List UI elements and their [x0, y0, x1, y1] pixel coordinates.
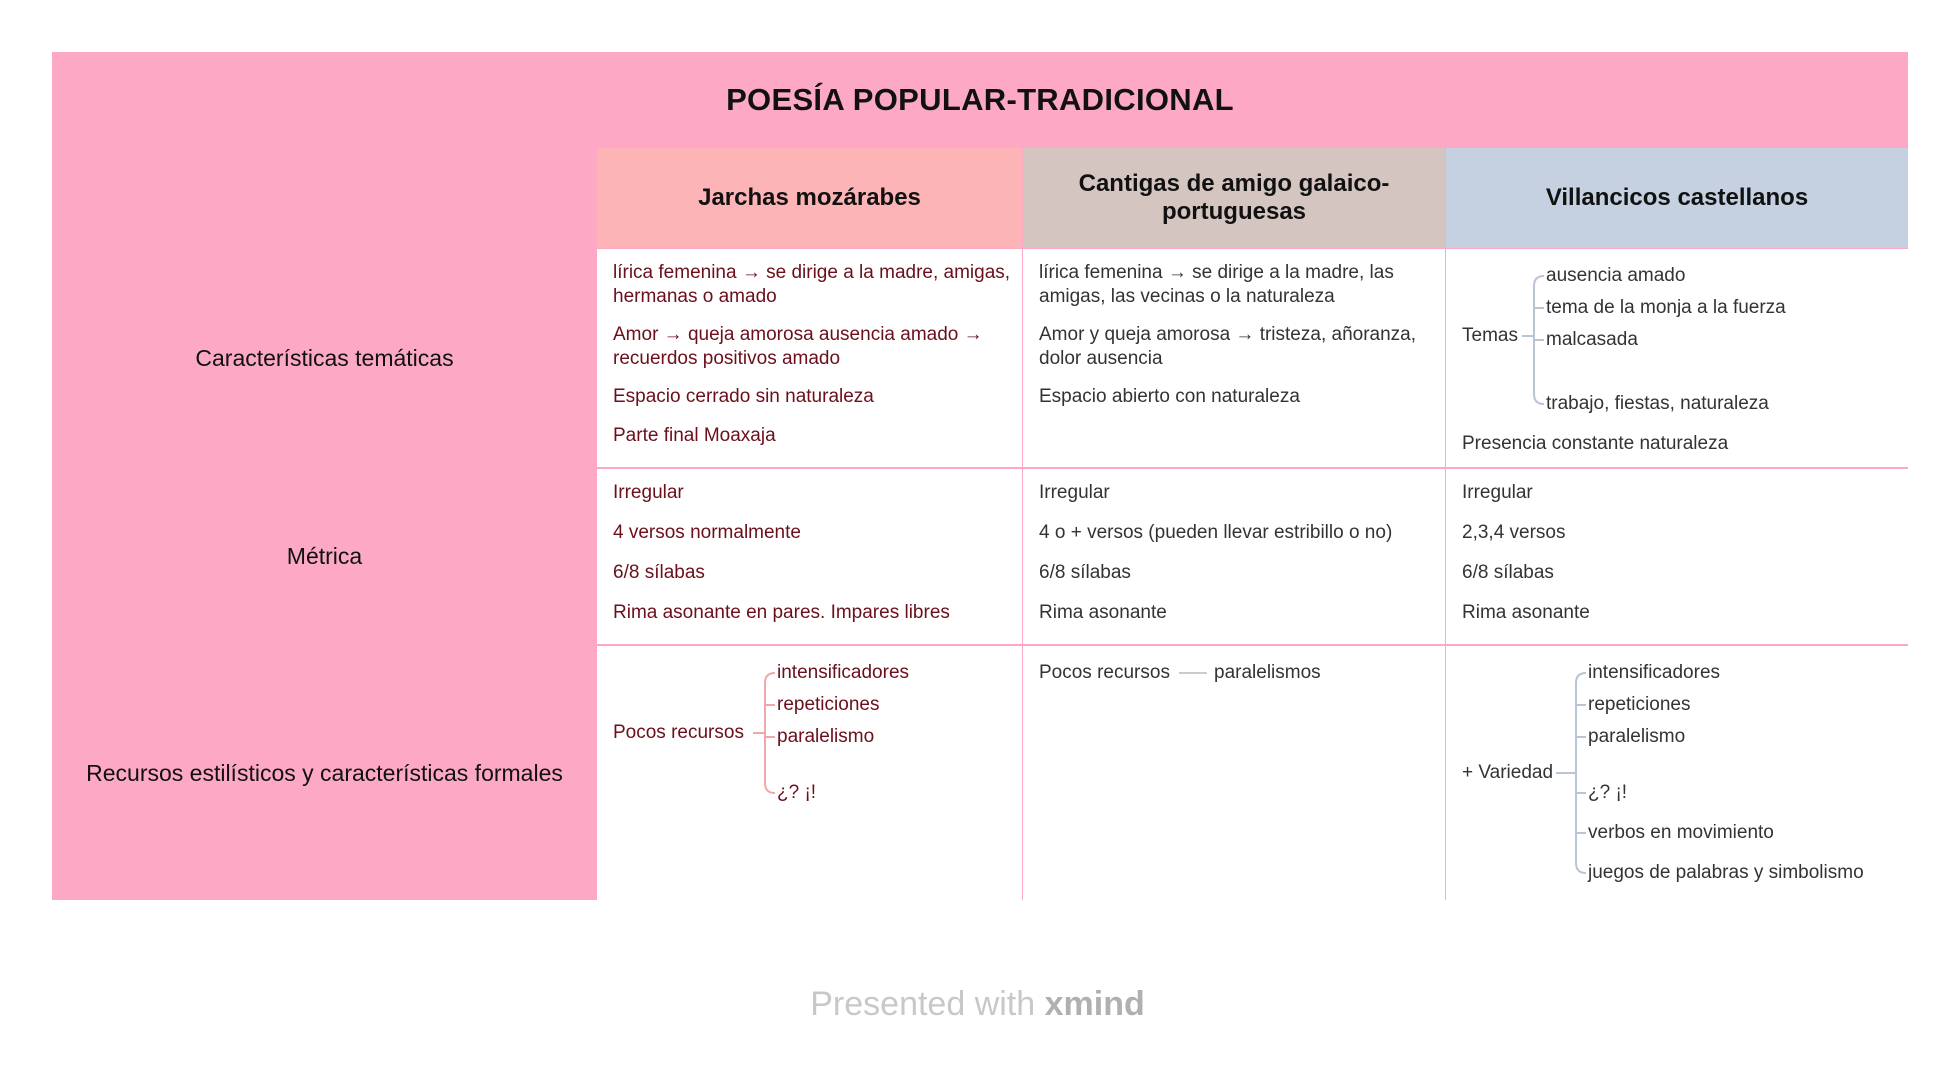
- list-item: Espacio abierto con naturaleza: [1039, 386, 1300, 407]
- recursos-branch: intensificadores: [777, 662, 910, 683]
- list-item: 4 o + versos (pueden llevar estribillo o no): [1039, 522, 1393, 543]
- cell-tematicas-cantigas: [1023, 249, 1445, 467]
- temas-root: Temas: [1462, 325, 1518, 346]
- cell-metrica-cantigas: [1023, 469, 1445, 644]
- list-item: Rima asonante en pares. Impares libres: [613, 602, 950, 623]
- recursos-branch: intensificadores: [1588, 662, 1721, 683]
- recursos-branch: juegos de palabras y simbolismo: [1588, 862, 1864, 883]
- list-item: Parte final Moaxaja: [613, 425, 776, 446]
- temas-branch: tema de la monja a la fuerza: [1546, 297, 1786, 318]
- recursos-branch: repeticiones: [777, 694, 880, 715]
- recursos-branch: repeticiones: [1588, 694, 1691, 715]
- cell-tematicas-villancicos: [1446, 249, 1908, 467]
- list-item: 6/8 sílabas: [1039, 562, 1131, 583]
- temas-branch: trabajo, fiestas, naturaleza: [1546, 393, 1769, 414]
- recursos-branch: paralelismos: [1214, 662, 1321, 683]
- footer-prefix: Presented with: [810, 985, 1036, 1023]
- cell-tematicas-jarchas: [597, 249, 1022, 467]
- recursos-branch: ¿? ¡!: [1588, 782, 1628, 803]
- list-item: Amor → queja amorosa ausencia amado → recuerdos positivos amado: [613, 324, 983, 369]
- recursos-root: Pocos recursos: [1039, 662, 1170, 683]
- recursos-root: + Variedad: [1462, 762, 1554, 783]
- list-item: Rima asonante: [1039, 602, 1167, 623]
- cell-metrica-villancicos: [1446, 469, 1908, 644]
- list-item: lírica femenina → se dirige a la madre, las amigas, las vecinas o la naturaleza: [1039, 262, 1394, 307]
- list-item: Irregular: [613, 482, 684, 503]
- recursos-branch: paralelismo: [1588, 726, 1686, 747]
- list-item: Irregular: [1462, 482, 1533, 503]
- recursos-root: Pocos recursos: [613, 722, 744, 743]
- list-item: 4 versos normalmente: [613, 522, 801, 543]
- list-item: Amor y queja amorosa → tristeza, añoranza, dolor ausencia: [1039, 324, 1417, 369]
- column-header-villancicos: Villancicos castellanos: [1446, 148, 1908, 248]
- list-item: 2,3,4 versos: [1462, 522, 1566, 543]
- column-header-cantigas: Cantigas de amigo galaico-portuguesas: [1023, 148, 1445, 248]
- temas-branch: ausencia amado: [1546, 265, 1686, 286]
- footer-watermark: [0, 985, 1955, 1024]
- row-label-metrica: Métrica: [286, 543, 363, 569]
- row-label-tematicas: Características temáticas: [195, 344, 454, 371]
- cell-recursos-villancicos: [1446, 646, 1908, 900]
- cell-recursos-jarchas: [597, 646, 1022, 900]
- cell-recursos-cantigas: [1023, 646, 1445, 900]
- row-label-recursos: Recursos estilísticos y características formales: [86, 759, 563, 786]
- temas-footer: Presencia constante naturaleza: [1462, 433, 1729, 454]
- list-item: 6/8 sílabas: [613, 562, 705, 583]
- list-item: Espacio cerrado sin naturaleza: [613, 386, 874, 407]
- temas-branch: malcasada: [1546, 329, 1638, 350]
- xmind-logo: xmind: [1044, 985, 1145, 1023]
- recursos-branch: ¿? ¡!: [777, 782, 817, 803]
- recursos-branch: verbos en movimiento: [1588, 822, 1774, 843]
- list-item: 6/8 sílabas: [1462, 562, 1554, 583]
- recursos-branch: paralelismo: [777, 726, 875, 747]
- page-title: POESÍA POPULAR-TRADICIONAL: [726, 82, 1234, 117]
- board: [52, 52, 1908, 900]
- column-header-jarchas: Jarchas mozárabes: [597, 148, 1022, 248]
- list-item: Rima asonante: [1462, 602, 1590, 623]
- list-item: Irregular: [1039, 482, 1110, 503]
- list-item: lírica femenina → se dirige a la madre, amigas, hermanas o amado: [613, 262, 1011, 307]
- cell-metrica-jarchas: [597, 469, 1022, 644]
